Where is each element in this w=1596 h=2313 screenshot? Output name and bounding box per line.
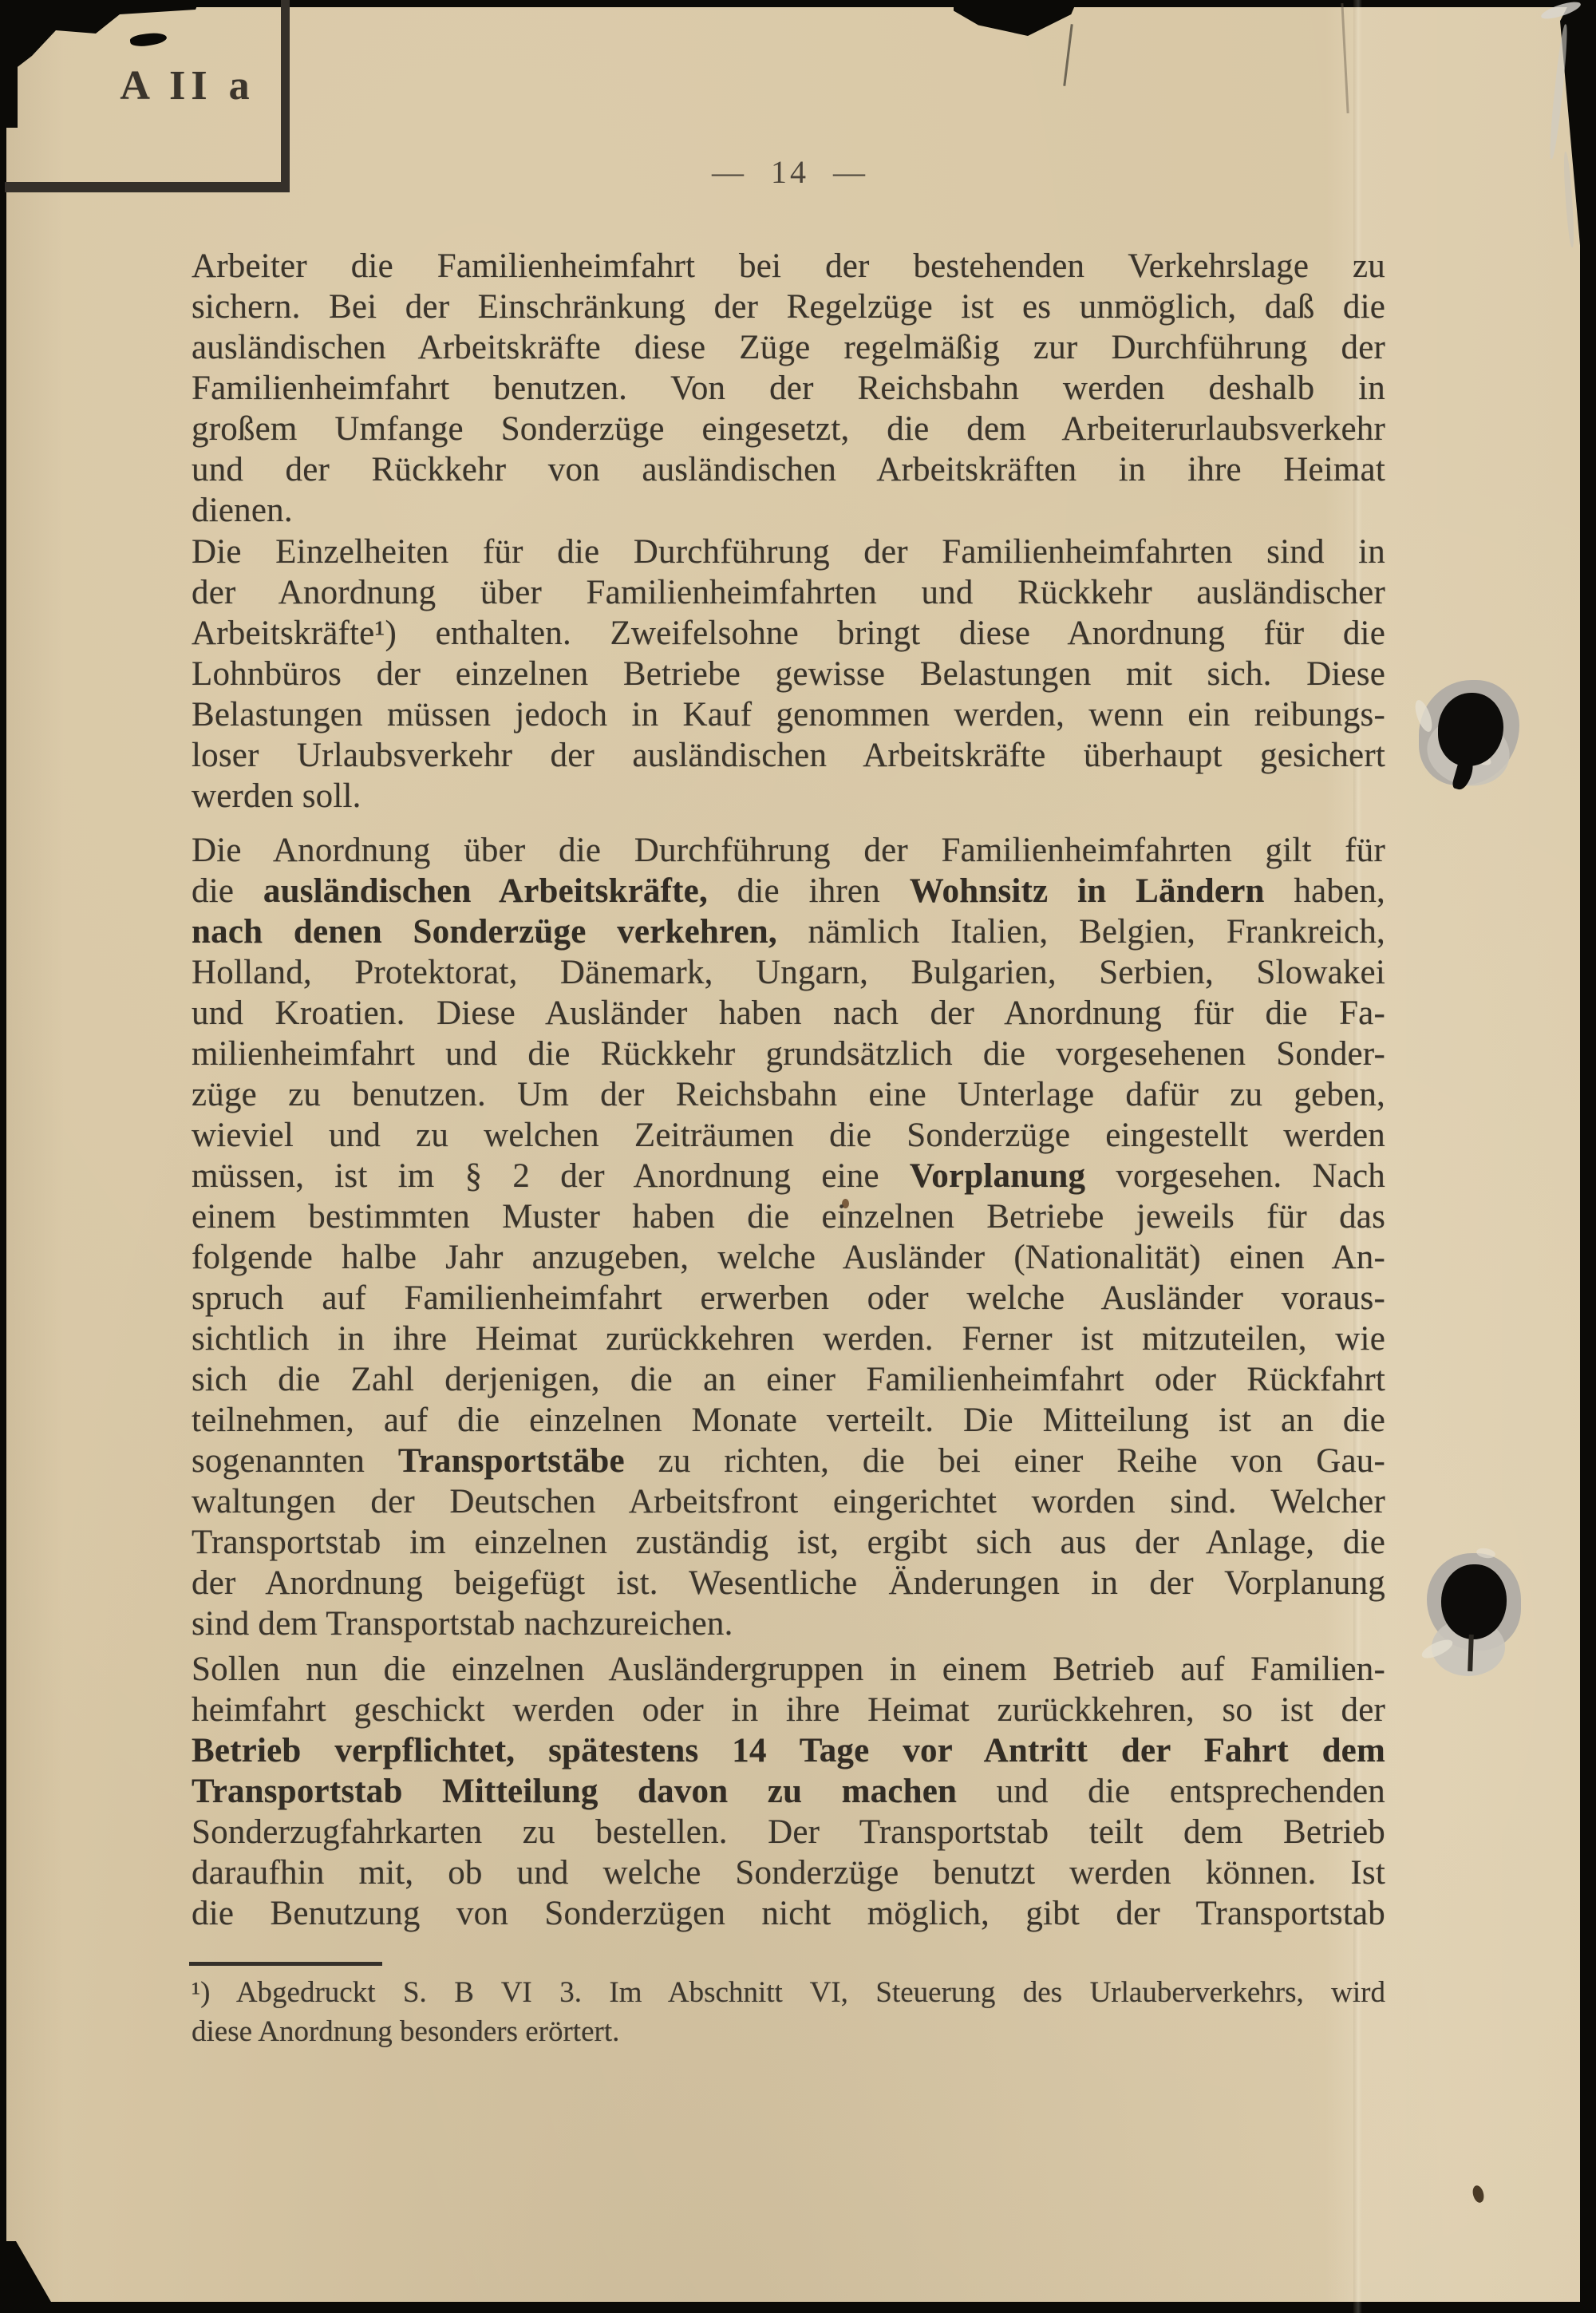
- bold-text-segment: ausländischen Arbeitskräfte,: [263, 872, 708, 910]
- text-line: [192, 735, 1385, 776]
- text-line: [192, 327, 1385, 368]
- text-segment: heimfahrt geschickt werden oder in ihre Heimat zurückkehren, so ist der: [192, 1691, 1385, 1729]
- text-segment: dienen.: [192, 492, 293, 529]
- paragraph: [192, 1649, 1385, 1934]
- text-segment: einem bestimmten Muster haben die einzelnen Betriebe jeweils für das: [192, 1198, 1385, 1236]
- text-line: [192, 1690, 1385, 1730]
- text-segment: Familienheimfahrt benutzen. Von der Reichsbahn werden deshalb in: [192, 370, 1385, 407]
- bold-text-segment: Transportstab Mitteilung davon zu machen: [192, 1773, 958, 1810]
- tear-crack-center: [1341, 3, 1349, 113]
- text-line: [192, 1156, 1385, 1196]
- text-line: [192, 1400, 1385, 1441]
- text-line: [192, 409, 1385, 449]
- text-segment: Holland, Protektorat, Dänemark, Ungarn, Bulgarien, Serbien, Slowakei: [192, 954, 1385, 991]
- text-segment: und der Rückkehr von ausländischen Arbeitskräften in ihre Heimat: [192, 451, 1385, 488]
- text-line: [192, 1319, 1385, 1359]
- text-segment: sogenannten: [192, 1442, 398, 1480]
- text-line: [192, 368, 1385, 409]
- text-line: [192, 1852, 1385, 1893]
- bold-text-segment: Wohnsitz in Ländern: [909, 872, 1265, 910]
- torn-edge-bottom-left: [0, 2241, 57, 2313]
- text-line: [192, 490, 1385, 531]
- text-segment: sich die Zahl derjenigen, die an einer Familienheimfahrt oder Rückfahrt: [192, 1361, 1385, 1398]
- text-line: [192, 1812, 1385, 1852]
- text-line: [192, 246, 1385, 287]
- text-line: [192, 1237, 1385, 1278]
- text-line: [192, 830, 1385, 871]
- text-segment: die: [192, 872, 263, 910]
- text-segment: sichtlich in ihre Heimat zurückkehren werden. Ferner ist mitzuteilen, wie: [192, 1320, 1385, 1358]
- paper-stain: [1471, 2184, 1485, 2204]
- text-segment: folgende halbe Jahr anzugeben, welche Ausländer (Nationalität) einen An-: [192, 1239, 1385, 1276]
- text-line: [192, 1893, 1385, 1934]
- text-line: [192, 911, 1385, 952]
- text-line: [192, 1359, 1385, 1400]
- text-line: [192, 776, 1385, 816]
- text-segment: teilnehmen, auf die einzelnen Monate verteilt. Die Mitteilung ist an die: [192, 1402, 1385, 1439]
- torn-speck-top-left: [129, 31, 168, 48]
- text-line: [192, 1730, 1385, 1771]
- text-segment: waltungen der Deutschen Arbeitsfront eingerichtet worden sind. Welcher: [192, 1483, 1385, 1520]
- text-segment: der Anordnung beigefügt ist. Wesentliche Änderungen in der Vorplanung: [192, 1564, 1385, 1602]
- bold-text-segment: Betrieb verpflichtet, spätestens 14 Tage vor Antritt der Fahrt dem: [192, 1732, 1385, 1769]
- tear-crack-right: [1063, 24, 1073, 86]
- text-segment: diese Anordnung besonders erörtert.: [192, 2015, 620, 2048]
- text-segment: Sollen nun die einzelnen Ausländergruppen in einem Betrieb auf Familien-: [192, 1651, 1385, 1688]
- text-line: [192, 532, 1385, 572]
- text-segment: Lohnbüros der einzelnen Betriebe gewisse Belastungen mit sich. Diese: [192, 655, 1385, 693]
- bold-text-segment: nach denen Sonderzüge verkehren,: [192, 913, 777, 951]
- text-segment: sind dem Transportstab nachzureichen.: [192, 1605, 733, 1643]
- text-line: [192, 1034, 1385, 1074]
- paragraph: [192, 830, 1385, 1644]
- text-segment: und Kroatien. Diese Ausländer haben nach der Anordnung für die Fa-: [192, 994, 1385, 1032]
- text-segment: milienheimfahrt und die Rückkehr grundsätzlich die vorgesehenen Sonder-: [192, 1035, 1385, 1073]
- text-line: [192, 1278, 1385, 1319]
- text-segment: großem Umfange Sonderzüge eingesetzt, die dem Arbeiterurlaubsverkehr: [192, 410, 1385, 448]
- text-segment: Die Anordnung über die Durchführung der Familienheimfahrten gilt für: [192, 832, 1385, 869]
- text-line: [192, 1973, 1385, 2012]
- text-line: [192, 2012, 1385, 2051]
- scan-edge-right: [1580, 0, 1596, 2313]
- text-line: [192, 1074, 1385, 1115]
- text-segment: der Anordnung über Familienheimfahrten und Rückkehr ausländischer: [192, 574, 1385, 611]
- text-line: [192, 952, 1385, 993]
- text-segment: Arbeiter die Familienheimfahrt bei der bestehenden Verkehrslage zu: [192, 247, 1385, 285]
- text-segment: müssen, ist im § 2 der Anordnung eine: [192, 1157, 910, 1195]
- text-line: [192, 1441, 1385, 1481]
- text-segment: vorgesehen. Nach: [1085, 1157, 1385, 1195]
- text-line: [192, 1196, 1385, 1237]
- scan-edge-left: [0, 0, 6, 2313]
- text-line: [192, 572, 1385, 613]
- text-line: [192, 1603, 1385, 1644]
- text-segment: Arbeitskräfte¹) enthalten. Zweifelsohne bringt diese Anordnung für die: [192, 615, 1385, 652]
- bold-text-segment: Vorplanung: [909, 1157, 1086, 1195]
- footnote: [192, 1973, 1385, 2051]
- text-segment: Die Einzelheiten für die Durchführung der Familienheimfahrten sind in: [192, 533, 1385, 571]
- text-segment: sichern. Bei der Einschränkung der Regelzüge ist es unmöglich, daß die: [192, 288, 1385, 326]
- text-line: [192, 613, 1385, 654]
- text-segment: werden soll.: [192, 777, 361, 815]
- page-number: — 14 —: [712, 154, 868, 190]
- section-box-bottom-border: [5, 182, 290, 192]
- text-segment: und die entsprechenden: [957, 1773, 1386, 1810]
- text-segment: die ihren: [707, 872, 910, 910]
- paragraph: [192, 246, 1385, 531]
- text-segment: nämlich Italien, Belgien, Frankreich,: [776, 913, 1385, 951]
- text-segment: die Benutzung von Sonderzügen nicht möglich, gibt der Transportstab: [192, 1895, 1385, 1932]
- text-segment: loser Urlaubsverkehr der ausländischen Arbeitskräfte überhaupt gesichert: [192, 737, 1385, 774]
- text-segment: Transportstab im einzelnen zuständig ist, ergibt sich aus der Anlage, die: [192, 1524, 1385, 1561]
- text-segment: züge zu benutzen. Um der Reichsbahn eine Unterlage dafür zu geben,: [192, 1076, 1385, 1113]
- text-segment: haben,: [1264, 872, 1385, 910]
- text-line: [192, 654, 1385, 694]
- footnote-separator: [189, 1962, 382, 1966]
- text-line: [192, 694, 1385, 735]
- text-line: [192, 871, 1385, 911]
- text-segment: spruch auf Familienheimfahrt erwerben oder welche Ausländer voraus-: [192, 1279, 1385, 1317]
- bold-text-segment: Transportstäbe: [397, 1442, 625, 1480]
- glare-streak-2: [1547, 24, 1570, 160]
- text-segment: zu richten, die bei einer Reihe von Gau-: [624, 1442, 1385, 1480]
- text-line: [192, 449, 1385, 490]
- punch-hole: [1441, 1564, 1507, 1639]
- text-segment: Belastungen müssen jedoch in Kauf genommen werden, wenn ein reibungs-: [192, 696, 1385, 733]
- text-line: [192, 993, 1385, 1034]
- section-label: A II a: [120, 63, 255, 109]
- text-segment: Sonderzugfahrkarten zu bestellen. Der Transportstab teilt dem Betrieb: [192, 1813, 1385, 1851]
- text-line: [192, 1649, 1385, 1690]
- text-segment: wieviel und zu welchen Zeiträumen die Sonderzüge eingestellt werden: [192, 1117, 1385, 1154]
- paragraph: [192, 532, 1385, 816]
- text-line: [192, 1563, 1385, 1603]
- text-line: [192, 1522, 1385, 1563]
- text-line: [192, 287, 1385, 327]
- torn-edge-left-top: [0, 0, 18, 128]
- text-line: [192, 1481, 1385, 1522]
- text-segment: ausländischen Arbeitskräfte diese Züge regelmäßig zur Durchführung der: [192, 329, 1385, 366]
- text-segment: daraufhin mit, ob und welche Sonderzüge benutzt werden können. Ist: [192, 1854, 1385, 1892]
- text-segment: ¹) Abgedruckt S. B VI 3. Im Abschnitt VI, Steuerung des Urlauberverkehrs, wird: [192, 1976, 1385, 2009]
- text-line: [192, 1771, 1385, 1812]
- torn-edge-top-right: [954, 0, 1077, 36]
- text-line: [192, 1115, 1385, 1156]
